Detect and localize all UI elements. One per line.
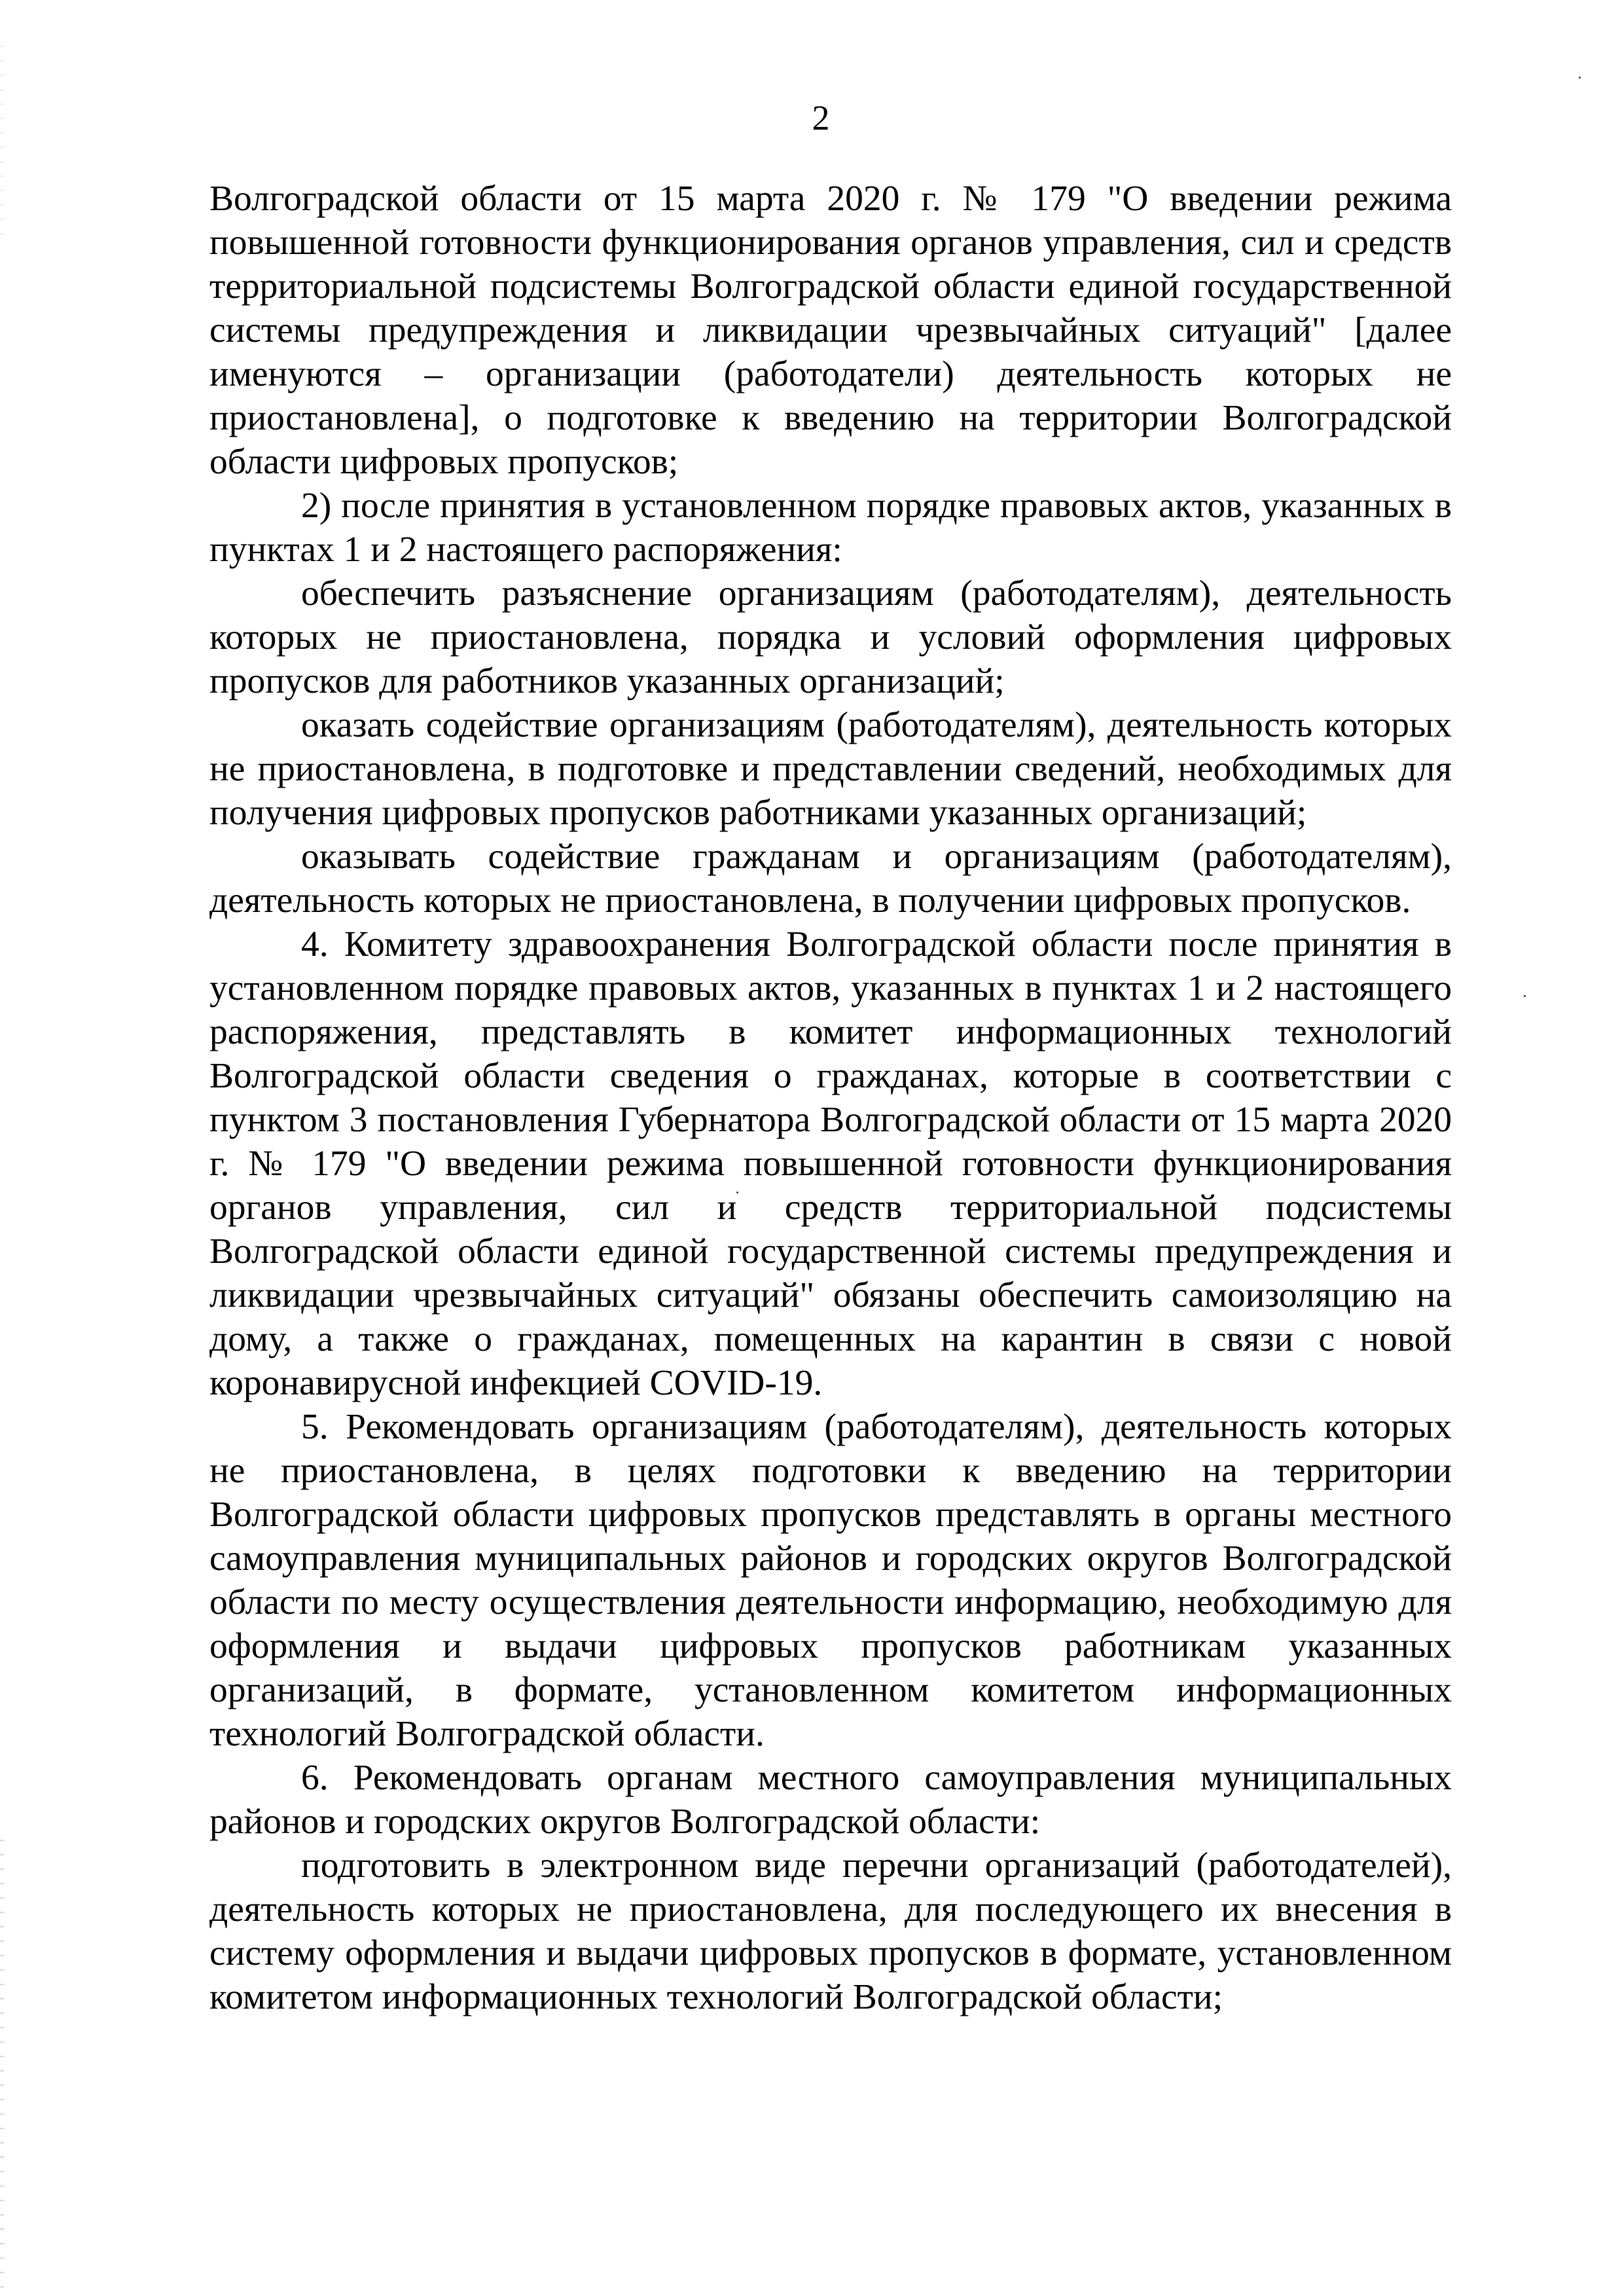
scan-artifact-left-top — [0, 39, 4, 236]
paragraph-section-4: 4. Комитету здравоохранения Волгоградской области после принятия в установленном порядке правовых актов, указанных в пунктах 1 и 2 настоящего распоряжения, представлять в комитет информационных технологий Волгоградской области сведения о гражданах, которые в соответствии с пунктом 3 постановления Губернатора Волгоградской области от 15 марта 2020 г. № 179 "О введении режима повышенной готовности функционирования органов управления, сил и средств территориальной подсистемы Волгоградской области единой государственной системы предупреждения и ликвидации чрезвычайных ситуаций" обязаны обеспечить самоизоляцию на дому, а также о гражданах, помещенных на карантин в связи с новой коронавирусной инфекцией COVID-19. — [209, 924, 1452, 1403]
document-body — [209, 177, 1452, 2019]
paragraph-section-6: 6. Рекомендовать органам местного самоуправления муниципальных районов и городских округов Волгоградской области: — [209, 1758, 1452, 1842]
scan-speck — [1579, 77, 1581, 79]
paragraph-item-2: 2) после принятия в установленном порядке правовых актов, указанных в пунктах 1 и 2 настоящего распоряжения: — [209, 486, 1452, 570]
paragraph-subitem-assist-organizations: оказать содействие организациям (работодателям), деятельность которых не приостановлена, в подготовке и представлении сведений, необходимых для получения цифровых пропусков работниками указанных организаций; — [209, 705, 1452, 833]
page-number: 2 — [812, 98, 830, 137]
paragraph-continuation: Волгоградской области от 15 марта 2020 г. № 179 "О введении режима повышенной готовности функционирования органов управления, сил и средств территориальной подсистемы Волгоградской области единой государственной системы предупреждения и ликвидации чрезвычайных ситуаций" [далее именуются – организации (работодатели) деятельность которых не приостановлена], о подготовке к введению на территории Волгоградской области цифровых пропусков; — [209, 179, 1452, 482]
paragraph-subitem-prepare-lists: подготовить в электронном виде перечни организаций (работодателей), деятельность которых не приостановлена, для последующего их внесения в систему оформления и выдачи цифровых пропусков в формате, установленном комитетом информационных технологий Волгоградской области; — [209, 1846, 1452, 2017]
paragraph-subitem-assist-citizens: оказывать содействие гражданам и организациям (работодателям), деятельность которых не приостановлена, в получении цифровых пропусков. — [209, 837, 1452, 920]
paragraph-section-5: 5. Рекомендовать организациям (работодателям), деятельность которых не приостановлена, в целях подготовки к введению на территории Волгоградской области цифровых пропусков представлять в органы местного самоуправления муниципальных районов и городских округов Волгоградской области по месту осуществления деятельности информацию, необходимую для оформления и выдачи цифровых пропусков работникам указанных организаций, в формате, установленном комитетом информационных технологий Волгоградской области. — [209, 1407, 1452, 1754]
scan-speck — [1524, 995, 1526, 997]
scan-artifact-left-bottom — [0, 1833, 4, 2291]
paragraph-subitem-explain: обеспечить разъяснение организациям (работодателям), деятельность которых не приостановлена, порядка и условий оформления цифровых пропусков для работников указанных организаций; — [209, 574, 1452, 701]
